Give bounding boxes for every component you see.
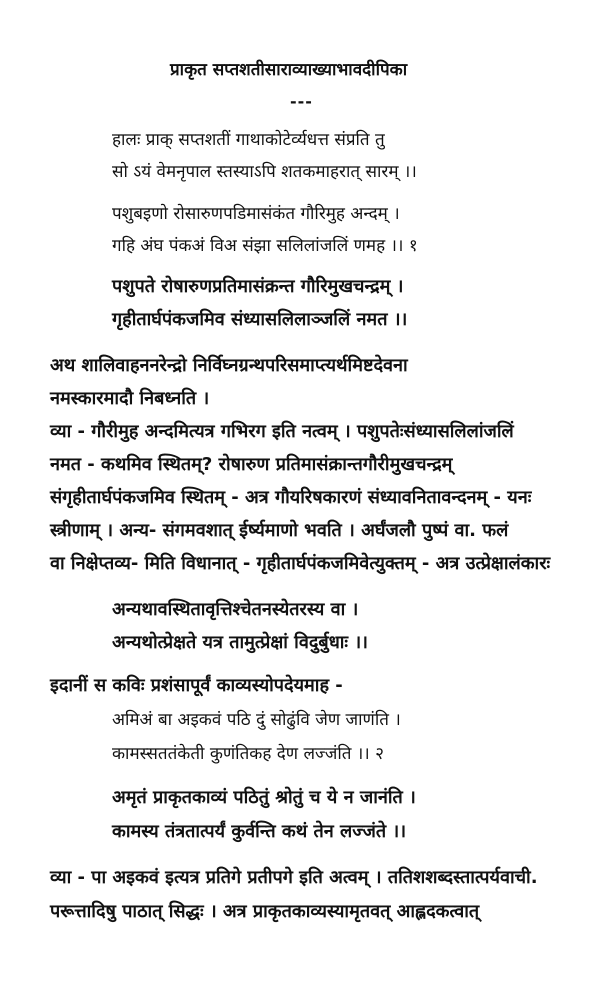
text-line: इदानीं स कविः प्रशंसापूर्वं काव्यस्योपदेयमाह - — [50, 675, 343, 696]
verse-line: अन्यथोत्प्रेक्षते यत्र तामुत्प्रेक्षां विदुर्बुधाः ।। — [112, 632, 368, 653]
verse-line: पशुपते रोषारुणप्रतिमासंक्रन्त गौरिमुखचन्द्रम् । — [112, 276, 404, 297]
page-title: प्राकृत सप्तशतीसाराव्याख्याभावदीपिका — [170, 60, 408, 80]
text-line: नमत - कथमिव स्थितम्? रोषारुण प्रतिमासंक्रान्तगौरीमुखचन्द्रम् — [50, 454, 453, 475]
verse-line: अन्यथावस्थितावृत्तिश्चेतनस्येतरस्य वा । — [112, 599, 359, 620]
text-line: वा निक्षेप्तव्य- मिति विधानात् - गृहीतार्घपंकजमिवेत्युक्तम् - अत्र उत्प्रेक्षालंकारः — [50, 553, 551, 574]
verse-line: कामस्सततंकेती कुणंतिकह देण लज्जंति ।। २ — [112, 744, 384, 764]
text-line: व्या - पा अइकवं इत्यत्र प्रतिगे प्रतीपगे इति अत्वम् । ततिशशब्दस्तात्पर्यवाची. — [50, 867, 538, 888]
text-line: अथ शालिवाहननरेन्द्रो निर्विघ्नग्रन्थपरिसमाप्त्यर्थमिष्टदेवना — [50, 355, 408, 376]
verse-line: हालः प्राक् सप्तशतीं गाथाकोटेर्व्यधत्त संप्रति तु — [112, 130, 385, 150]
text-line: परूत्तादिषु पाठात् सिद्धः । अत्र प्राकृतकाव्यस्यामृतवत् आह्लदकत्वात् — [50, 901, 480, 922]
verse-line: अमृतं प्राकृतकाव्यं पठितुं श्रोतुं च ये न जानंति । — [112, 787, 416, 808]
title-separator: --- — [290, 92, 313, 111]
text-line: व्या - गौरीमुह अन्दमित्यत्र गभिरग इति नत्वम् । पशुपतेःसंध्यासलिलांजलिं — [50, 421, 514, 442]
verse-line: सो ऽयं वेमनृपाल स्तस्याऽपि शतकमाहरात् सारम् ।। — [112, 162, 417, 182]
verse-line: पशुबइणो रोसारुणपडिमासंकंत गौरिमुह अन्दम् । — [112, 204, 400, 224]
text-line: संगृहीतार्घपंकजमिव स्थितम् - अत्र गौयरिषकारणं संध्यावनितावन्दनम् - यनः — [50, 487, 532, 508]
verse-line: अमिअं बा अइकवं पठि दुं सोढुंवि जेण जाणंति । — [112, 710, 401, 730]
text-line: नमस्कारमादौ निबध्नति । — [50, 388, 210, 409]
verse-line: गृहीतार्घपंकजमिव संध्यासलिलाञ्जलिं नमत ।। — [112, 309, 408, 330]
verse-line: कामस्य तंत्रतात्पर्यं कुर्वन्ति कथं तेन लज्जंते ।। — [112, 821, 407, 842]
verse-line: गहि अंघ पंकअं विअ संझा सलिलांजलिं णमह ।। १ — [112, 236, 418, 256]
text-line: स्त्रीणाम् । अन्य- संगमवशात् ईर्ष्यमाणो भवति । अर्घंजलौ पुष्पं वा. फलं — [50, 520, 509, 541]
